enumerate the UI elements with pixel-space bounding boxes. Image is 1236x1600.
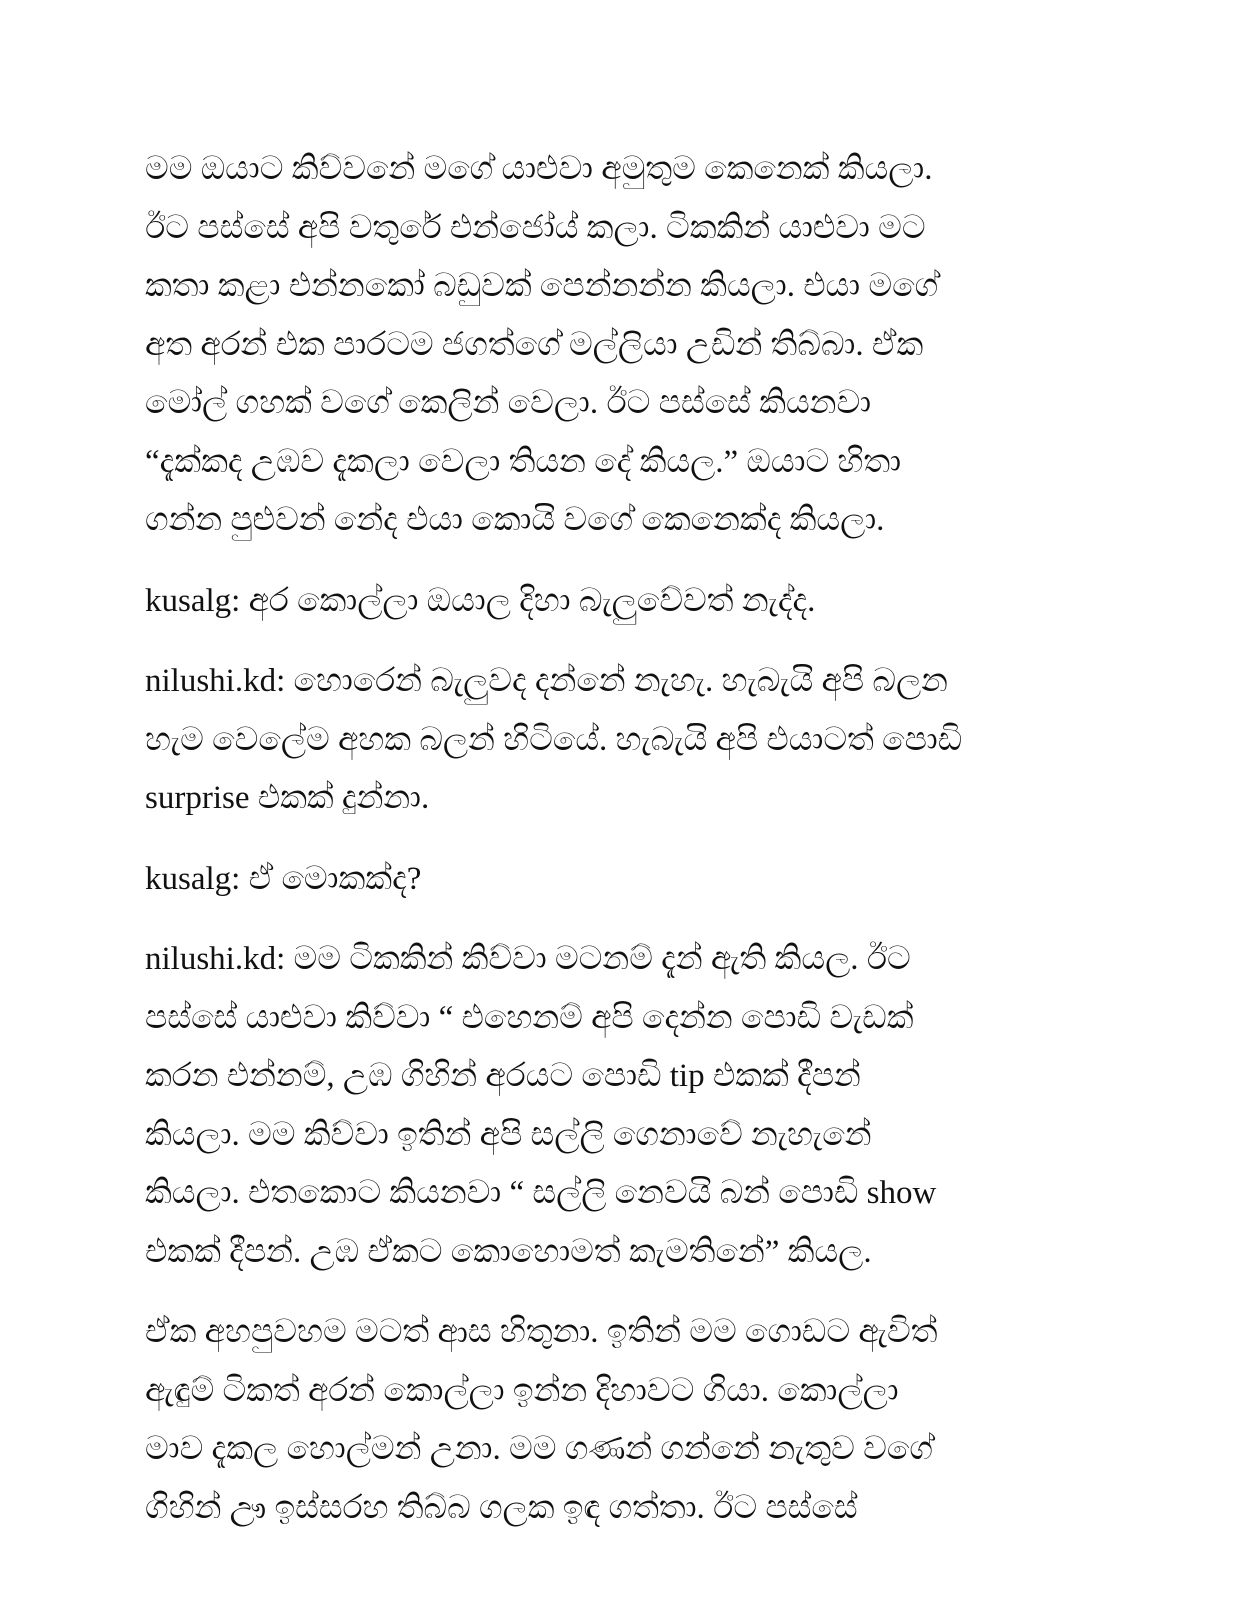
paragraph-nilushi-reply-1 [145,652,1116,828]
text-line: කියලා. මම කිව්වා ඉතින් අපි සල්ලි ගෙනාවේ නැහැනේ [145,1116,872,1153]
text-line: මෝල් ගහක් වගේ කෙලින් වෙලා. ඊට පස්සේ කියනවා [145,385,872,421]
text-line: “දැක්කද උඹව දැකලා වෙලා තියන දේ කියල.” ඔයාට හිතා [145,443,902,480]
text-line: ගන්න පුළුවන් නේද එයා කොයි වගේ කෙනෙක්ද කියලා. [145,502,885,538]
text-line: kusalg: අර කොල්ලා ඔයාල දිහා බැලුවේවත් නැද්ද. [145,582,816,619]
text-line: surprise එකක් දුන්නා. [145,780,430,816]
text-line: nilushi.kd: මම ටිකකින් කිව්වා මටනම් දැන් ඇති කියල. ඊට [145,941,911,977]
paragraph-story-2 [145,1303,1116,1537]
text-line: ඊට පස්සේ අපි වතුරේ එන්ජෝය් කලා. ටිකකින් යාළුවා මට [145,209,926,246]
text-line: පස්සේ යාළුවා කිව්වා “ එහෙනම් අපි දෙන්න පොඩි වැඩක් [145,999,914,1036]
paragraph-kusalg-question-1 [145,572,1116,631]
paragraph-nilushi-reply-2 [145,930,1116,1281]
text-line: කතා කළා එන්නකෝ බඩුවක් පෙන්නන්න කියලා. එයා මගේ [145,268,939,304]
text-line: ඒක අහපුවහම මටත් ආස හිතුනා. ඉතින් මම ගොඩට ඇවිත් [145,1314,938,1350]
text-line: මාව දැකල හොල්මන් උනා. මම ගණන් ගන්නේ නැතුව වගේ [145,1431,933,1467]
paragraph-story-1 [145,140,1116,550]
text-line: අත අරන් එක පාරටම ජගත්ගේ මල්ලියා උඩින් තිබ්බා. ඒක [145,326,924,363]
text-line: nilushi.kd: හොරෙන් බැලුවද දන්නේ නැහැ. හැබැයි අපි බලන [145,663,948,699]
text-line: kusalg: ඒ මොකක්ද? [145,860,422,897]
paragraph-kusalg-question-2 [145,850,1116,909]
text-line: කියලා. එතකොට කියනවා “ සල්ලි නෙවයි බන් පොඩි show [145,1175,937,1211]
text-line: මම ඔයාට කිව්වනේ මගේ යාළුවා අමුතුම කෙනෙක් කියලා. [145,151,933,187]
text-line: කරන එන්නම්, උඹ ගිහින් අරයට පොඩි tip එකක් දීපන් [145,1058,861,1094]
text-line: එකක් දීපන්. උඹ ඒකට කොහොමත් කැමතිනේ” කියල. [145,1233,872,1270]
text-line: ගිහින් ඌ ඉස්සරහ තිබ්බ ගලක ඉඳ ගත්තා. ඊට පස්සේ [145,1489,858,1526]
text-line: හැම වෙලේම අහක බලන් හිටියේ. හැබැයි අපි එයාටත් පොඩි [145,721,963,758]
text-line: ඇඳුම් ටිකත් අරන් කොල්ලා ඉන්න දිහාවට ගියා. කොල්ලා [145,1372,899,1409]
